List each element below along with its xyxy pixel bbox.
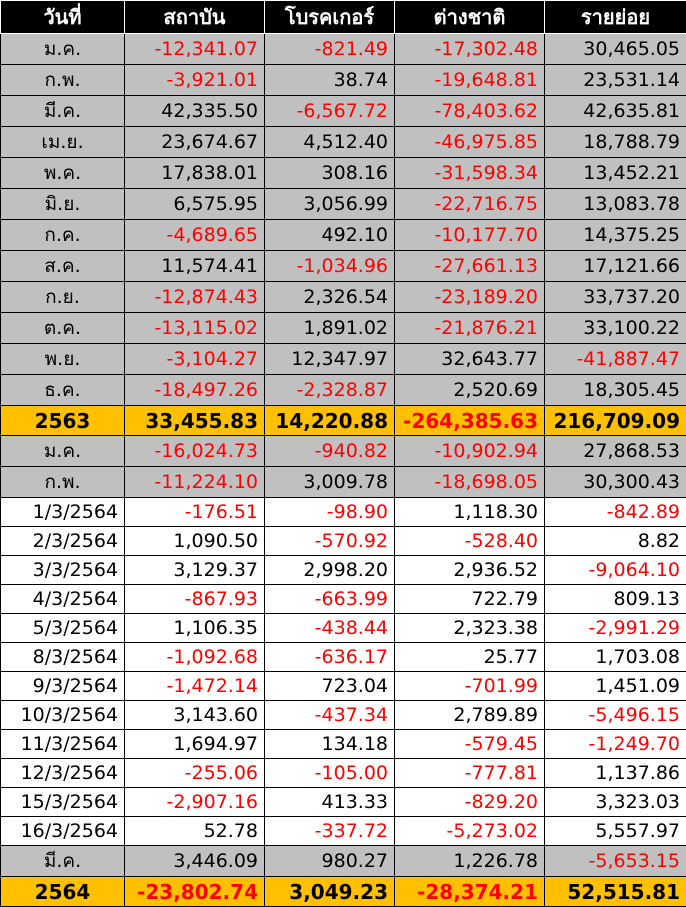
date-cell: ส.ค.	[1, 251, 125, 282]
date-cell: 11/3/2564	[1, 730, 125, 759]
broker-cell: -663.99	[265, 585, 395, 614]
broker-cell: 2,998.20	[265, 556, 395, 585]
broker-cell: -1,034.96	[265, 251, 395, 282]
retail-cell: 13,452.21	[545, 158, 686, 189]
table-row	[1, 96, 686, 127]
foreign-cell: 2,789.89	[395, 701, 545, 730]
foreign-cell: 32,643.77	[395, 344, 545, 375]
retail-cell: 8.82	[545, 527, 686, 556]
table-row	[1, 614, 686, 643]
retail-cell: 18,788.79	[545, 127, 686, 158]
table-body	[1, 34, 686, 907]
table-row	[1, 759, 686, 788]
retail-cell: 3,323.03	[545, 788, 686, 817]
foreign-cell: -701.99	[395, 672, 545, 701]
table-row	[1, 701, 686, 730]
retail-cell: 23,531.14	[545, 65, 686, 96]
table-row	[1, 672, 686, 701]
foreign-cell: -19,648.81	[395, 65, 545, 96]
broker-cell: -821.49	[265, 34, 395, 65]
date-cell: พ.ย.	[1, 344, 125, 375]
retail-cell: -5,653.15	[545, 846, 686, 877]
broker-cell: -105.00	[265, 759, 395, 788]
foreign-cell: 2,323.38	[395, 614, 545, 643]
institution-cell: -3,921.01	[125, 65, 265, 96]
table-row	[1, 498, 686, 527]
broker-cell: 134.18	[265, 730, 395, 759]
date-cell: ม.ค.	[1, 436, 125, 467]
foreign-cell: -17,302.48	[395, 34, 545, 65]
header-broker: โบรคเกอร์	[265, 1, 395, 34]
table-row	[1, 158, 686, 189]
retail-cell: 18,305.45	[545, 375, 686, 406]
retail-cell: -5,496.15	[545, 701, 686, 730]
institution-cell: 3,143.60	[125, 701, 265, 730]
institution-cell: 23,674.67	[125, 127, 265, 158]
date-cell: 16/3/2564	[1, 817, 125, 846]
institution-cell: -1,092.68	[125, 643, 265, 672]
date-cell: 12/3/2564	[1, 759, 125, 788]
table-row	[1, 189, 686, 220]
table-row	[1, 643, 686, 672]
table-row	[1, 220, 686, 251]
retail-cell: -1,249.70	[545, 730, 686, 759]
institution-cell: 17,838.01	[125, 158, 265, 189]
retail-cell: 52,515.81	[545, 877, 686, 907]
institution-cell: -2,907.16	[125, 788, 265, 817]
institution-cell: 42,335.50	[125, 96, 265, 127]
date-cell: ก.พ.	[1, 467, 125, 498]
retail-cell: 809.13	[545, 585, 686, 614]
foreign-cell: -777.81	[395, 759, 545, 788]
header-foreign: ต่างชาติ	[395, 1, 545, 34]
broker-cell: 1,891.02	[265, 313, 395, 344]
retail-cell: 33,737.20	[545, 282, 686, 313]
broker-cell: 14,220.88	[265, 406, 395, 436]
header-retail: รายย่อย	[545, 1, 686, 34]
foreign-cell: 25.77	[395, 643, 545, 672]
foreign-cell: -528.40	[395, 527, 545, 556]
foreign-cell: -22,716.75	[395, 189, 545, 220]
table-row	[1, 282, 686, 313]
table-row	[1, 375, 686, 406]
institution-cell: -176.51	[125, 498, 265, 527]
broker-cell: -337.72	[265, 817, 395, 846]
table-row	[1, 556, 686, 585]
institution-cell: 11,574.41	[125, 251, 265, 282]
date-cell: 3/3/2564	[1, 556, 125, 585]
date-cell: ม.ค.	[1, 34, 125, 65]
foreign-cell: -5,273.02	[395, 817, 545, 846]
retail-cell: -41,887.47	[545, 344, 686, 375]
institution-cell: 1,090.50	[125, 527, 265, 556]
table-row	[1, 251, 686, 282]
header-date: วันที่	[1, 1, 125, 34]
date-cell: 2/3/2564	[1, 527, 125, 556]
table-row	[1, 585, 686, 614]
retail-cell: 216,709.09	[545, 406, 686, 436]
date-cell: 4/3/2564	[1, 585, 125, 614]
institution-cell: 3,446.09	[125, 846, 265, 877]
date-cell: 9/3/2564	[1, 672, 125, 701]
broker-cell: -6,567.72	[265, 96, 395, 127]
date-cell: ก.ค.	[1, 220, 125, 251]
broker-cell: 3,049.23	[265, 877, 395, 907]
broker-cell: 3,056.99	[265, 189, 395, 220]
retail-cell: 1,451.09	[545, 672, 686, 701]
table-row	[1, 436, 686, 467]
broker-cell: 2,326.54	[265, 282, 395, 313]
foreign-cell: -78,403.62	[395, 96, 545, 127]
foreign-cell: 2,936.52	[395, 556, 545, 585]
date-cell: มิ.ย.	[1, 189, 125, 220]
broker-cell: -570.92	[265, 527, 395, 556]
retail-cell: 30,300.43	[545, 467, 686, 498]
foreign-cell: 2,520.69	[395, 375, 545, 406]
table-row	[1, 344, 686, 375]
date-cell: ต.ค.	[1, 313, 125, 344]
date-cell: พ.ค.	[1, 158, 125, 189]
institution-cell: 6,575.95	[125, 189, 265, 220]
date-cell: ก.พ.	[1, 65, 125, 96]
broker-cell: 4,512.40	[265, 127, 395, 158]
table-row	[1, 65, 686, 96]
foreign-cell: -10,177.70	[395, 220, 545, 251]
retail-cell: 13,083.78	[545, 189, 686, 220]
broker-cell: -636.17	[265, 643, 395, 672]
retail-cell: 5,557.97	[545, 817, 686, 846]
institution-cell: 1,106.35	[125, 614, 265, 643]
date-cell: มี.ค.	[1, 96, 125, 127]
retail-cell: 27,868.53	[545, 436, 686, 467]
retail-cell: -2,991.29	[545, 614, 686, 643]
year-total-row	[1, 877, 686, 907]
broker-cell: -98.90	[265, 498, 395, 527]
broker-cell: 980.27	[265, 846, 395, 877]
retail-cell: 17,121.66	[545, 251, 686, 282]
header-row	[1, 1, 686, 34]
foreign-cell: 1,118.30	[395, 498, 545, 527]
year-total-row	[1, 406, 686, 436]
table-row	[1, 127, 686, 158]
retail-cell: 14,375.25	[545, 220, 686, 251]
foreign-cell: -23,189.20	[395, 282, 545, 313]
institution-cell: 33,455.83	[125, 406, 265, 436]
foreign-cell: -27,661.13	[395, 251, 545, 282]
foreign-cell: -31,598.34	[395, 158, 545, 189]
date-cell: 15/3/2564	[1, 788, 125, 817]
broker-cell: -438.44	[265, 614, 395, 643]
foreign-cell: 722.79	[395, 585, 545, 614]
table-row	[1, 527, 686, 556]
retail-cell: 42,635.81	[545, 96, 686, 127]
institution-cell: -11,224.10	[125, 467, 265, 498]
institution-cell: -12,874.43	[125, 282, 265, 313]
retail-cell: 1,703.08	[545, 643, 686, 672]
foreign-cell: -21,876.21	[395, 313, 545, 344]
table-row	[1, 788, 686, 817]
institution-cell: -255.06	[125, 759, 265, 788]
foreign-cell: -46,975.85	[395, 127, 545, 158]
date-cell: เม.ย.	[1, 127, 125, 158]
institution-cell: -4,689.65	[125, 220, 265, 251]
foreign-cell: -18,698.05	[395, 467, 545, 498]
broker-cell: 413.33	[265, 788, 395, 817]
institution-cell: -13,115.02	[125, 313, 265, 344]
date-cell: 10/3/2564	[1, 701, 125, 730]
table-row	[1, 846, 686, 877]
table-row	[1, 817, 686, 846]
retail-cell: -842.89	[545, 498, 686, 527]
foreign-cell: -579.45	[395, 730, 545, 759]
retail-cell: 33,100.22	[545, 313, 686, 344]
institution-cell: -867.93	[125, 585, 265, 614]
table-row	[1, 34, 686, 65]
date-cell: 1/3/2564	[1, 498, 125, 527]
table-row	[1, 313, 686, 344]
broker-cell: 723.04	[265, 672, 395, 701]
institution-cell: -23,802.74	[125, 877, 265, 907]
retail-cell: 1,137.86	[545, 759, 686, 788]
date-cell: 2563	[1, 406, 125, 436]
broker-cell: 12,347.97	[265, 344, 395, 375]
foreign-cell: 1,226.78	[395, 846, 545, 877]
institution-cell: 1,694.97	[125, 730, 265, 759]
broker-cell: 3,009.78	[265, 467, 395, 498]
broker-cell: -940.82	[265, 436, 395, 467]
retail-cell: 30,465.05	[545, 34, 686, 65]
institution-cell: -1,472.14	[125, 672, 265, 701]
foreign-cell: -829.20	[395, 788, 545, 817]
foreign-cell: -10,902.94	[395, 436, 545, 467]
institution-cell: 3,129.37	[125, 556, 265, 585]
broker-cell: 308.16	[265, 158, 395, 189]
table-row	[1, 467, 686, 498]
broker-cell: -437.34	[265, 701, 395, 730]
foreign-cell: -28,374.21	[395, 877, 545, 907]
date-cell: 8/3/2564	[1, 643, 125, 672]
institution-cell: -12,341.07	[125, 34, 265, 65]
institution-cell: 52.78	[125, 817, 265, 846]
date-cell: ก.ย.	[1, 282, 125, 313]
header-institution: สถาบัน	[125, 1, 265, 34]
broker-cell: 492.10	[265, 220, 395, 251]
date-cell: 2564	[1, 877, 125, 907]
retail-cell: -9,064.10	[545, 556, 686, 585]
broker-cell: -2,328.87	[265, 375, 395, 406]
broker-cell: 38.74	[265, 65, 395, 96]
date-cell: 5/3/2564	[1, 614, 125, 643]
institution-cell: -18,497.26	[125, 375, 265, 406]
table-row	[1, 730, 686, 759]
date-cell: มี.ค.	[1, 846, 125, 877]
foreign-cell: -264,385.63	[395, 406, 545, 436]
date-cell: ธ.ค.	[1, 375, 125, 406]
institution-cell: -16,024.73	[125, 436, 265, 467]
institution-cell: -3,104.27	[125, 344, 265, 375]
